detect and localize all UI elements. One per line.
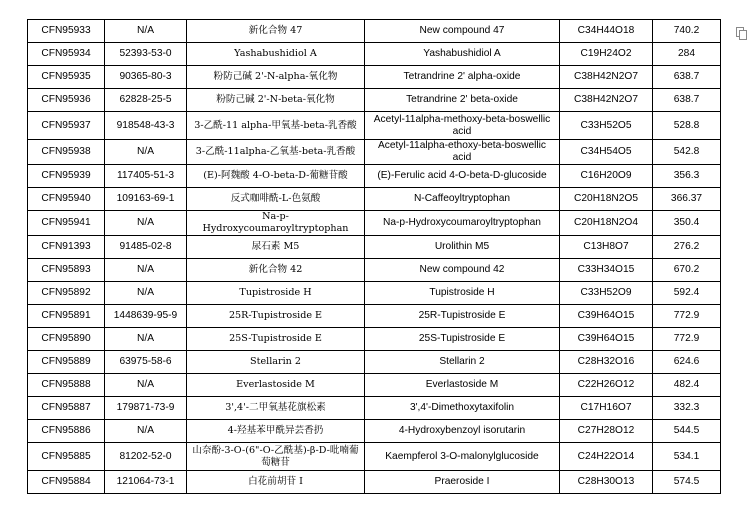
- chinese-name-cell: 25R-Tupistroside E: [187, 305, 365, 328]
- cas-number-cell: N/A: [105, 140, 187, 165]
- chinese-name-cell: 3-乙酰-11 alpha-甲氧基-beta-乳香酸: [187, 112, 365, 140]
- cas-number-cell: 179871-73-9: [105, 397, 187, 420]
- molecular-weight-cell: 284: [653, 43, 721, 66]
- catalog-id-cell: CFN95934: [28, 43, 105, 66]
- cas-number-cell: 63975-58-6: [105, 351, 187, 374]
- molecular-weight-cell: 332.3: [653, 397, 721, 420]
- chinese-name-cell: 山奈酚-3-O-(6"-O-乙酰基)-β-D-吡喃葡萄糖苷: [187, 443, 365, 471]
- chinese-name-cell: 新化合物 42: [187, 259, 365, 282]
- molecular-formula-cell: C20H18N2O4: [560, 211, 653, 236]
- english-name-cell: Tetrandrine 2' alpha-oxide: [365, 66, 560, 89]
- catalog-id-cell: CFN95886: [28, 420, 105, 443]
- catalog-id-cell: CFN95936: [28, 89, 105, 112]
- molecular-weight-cell: 638.7: [653, 89, 721, 112]
- cas-number-cell: N/A: [105, 20, 187, 43]
- table-row: [28, 165, 721, 188]
- catalog-id-cell: CFN95890: [28, 328, 105, 351]
- table-row: [28, 112, 721, 140]
- catalog-id-cell: CFN91393: [28, 236, 105, 259]
- catalog-id-cell: CFN95892: [28, 282, 105, 305]
- english-name-cell: 25R-Tupistroside E: [365, 305, 560, 328]
- chinese-name-cell: Yashabushidiol A: [187, 43, 365, 66]
- table-row: [28, 305, 721, 328]
- cas-number-cell: 109163-69-1: [105, 188, 187, 211]
- table-row: [28, 420, 721, 443]
- molecular-weight-cell: 528.8: [653, 112, 721, 140]
- cas-number-cell: 91485-02-8: [105, 236, 187, 259]
- chinese-name-cell: 3-乙酰-11alpha-乙氧基-beta-乳香酸: [187, 140, 365, 165]
- chinese-name-cell: 反式咖啡酰-L-色氨酸: [187, 188, 365, 211]
- molecular-weight-cell: 276.2: [653, 236, 721, 259]
- copy-icon[interactable]: [736, 27, 747, 40]
- english-name-cell: 25S-Tupistroside E: [365, 328, 560, 351]
- molecular-weight-cell: 544.5: [653, 420, 721, 443]
- chinese-name-cell: Na-p-Hydroxycoumaroyltryptophan: [187, 211, 365, 236]
- english-name-cell: Tetrandrine 2' beta-oxide: [365, 89, 560, 112]
- english-name-cell: New compound 42: [365, 259, 560, 282]
- molecular-weight-cell: 772.9: [653, 328, 721, 351]
- cas-number-cell: 918548-43-3: [105, 112, 187, 140]
- english-name-cell: Acetyl-11alpha-methoxy-beta-boswellic acid: [365, 112, 560, 140]
- molecular-weight-cell: 482.4: [653, 374, 721, 397]
- english-name-cell: 4-Hydroxybenzoyl isorutarin: [365, 420, 560, 443]
- catalog-id-cell: CFN95938: [28, 140, 105, 165]
- molecular-formula-cell: C17H16O7: [560, 397, 653, 420]
- molecular-weight-cell: 592.4: [653, 282, 721, 305]
- english-name-cell: 3',4'-Dimethoxytaxifolin: [365, 397, 560, 420]
- catalog-id-cell: CFN95888: [28, 374, 105, 397]
- catalog-id-cell: CFN95933: [28, 20, 105, 43]
- table-row: [28, 351, 721, 374]
- chinese-name-cell: 粉防己碱 2'-N-beta-氧化物: [187, 89, 365, 112]
- table-row: [28, 89, 721, 112]
- molecular-formula-cell: C34H54O5: [560, 140, 653, 165]
- molecular-formula-cell: C19H24O2: [560, 43, 653, 66]
- catalog-id-cell: CFN95893: [28, 259, 105, 282]
- molecular-weight-cell: 624.6: [653, 351, 721, 374]
- table-row: [28, 397, 721, 420]
- catalog-id-cell: CFN95887: [28, 397, 105, 420]
- cas-number-cell: 1448639-95-9: [105, 305, 187, 328]
- molecular-weight-cell: 638.7: [653, 66, 721, 89]
- molecular-formula-cell: C33H34O15: [560, 259, 653, 282]
- table-row: [28, 443, 721, 471]
- table-row: [28, 259, 721, 282]
- molecular-weight-cell: 534.1: [653, 443, 721, 471]
- english-name-cell: Tupistroside H: [365, 282, 560, 305]
- chinese-name-cell: 粉防己碱 2'-N-alpha-氧化物: [187, 66, 365, 89]
- cas-number-cell: N/A: [105, 420, 187, 443]
- molecular-formula-cell: C24H22O14: [560, 443, 653, 471]
- molecular-formula-cell: C28H32O16: [560, 351, 653, 374]
- catalog-id-cell: CFN95937: [28, 112, 105, 140]
- molecular-formula-cell: C39H64O15: [560, 305, 653, 328]
- catalog-id-cell: CFN95891: [28, 305, 105, 328]
- catalog-id-cell: CFN95935: [28, 66, 105, 89]
- cas-number-cell: N/A: [105, 211, 187, 236]
- molecular-formula-cell: C27H28O12: [560, 420, 653, 443]
- english-name-cell: Everlastoside M: [365, 374, 560, 397]
- chinese-name-cell: (E)-阿魏酸 4-O-beta-D-葡糖苷酸: [187, 165, 365, 188]
- cas-number-cell: N/A: [105, 328, 187, 351]
- molecular-formula-cell: C39H64O15: [560, 328, 653, 351]
- molecular-formula-cell: C20H18N2O5: [560, 188, 653, 211]
- english-name-cell: Stellarin 2: [365, 351, 560, 374]
- molecular-weight-cell: 542.8: [653, 140, 721, 165]
- molecular-weight-cell: 772.9: [653, 305, 721, 328]
- table-row: [28, 328, 721, 351]
- cas-number-cell: 81202-52-0: [105, 443, 187, 471]
- cas-number-cell: 117405-51-3: [105, 165, 187, 188]
- chinese-name-cell: 3',4'-二甲氧基花旗松素: [187, 397, 365, 420]
- chinese-name-cell: 新化合物 47: [187, 20, 365, 43]
- molecular-formula-cell: C22H26O12: [560, 374, 653, 397]
- english-name-cell: Na-p-Hydroxycoumaroyltryptophan: [365, 211, 560, 236]
- english-name-cell: (E)-Ferulic acid 4-O-beta-D-glucoside: [365, 165, 560, 188]
- table-row: [28, 20, 721, 43]
- english-name-cell: Acetyl-11alpha-ethoxy-beta-boswellic acid: [365, 140, 560, 165]
- molecular-formula-cell: C13H8O7: [560, 236, 653, 259]
- catalog-id-cell: CFN95884: [28, 471, 105, 494]
- cas-number-cell: N/A: [105, 374, 187, 397]
- cas-number-cell: 121064-73-1: [105, 471, 187, 494]
- table-row: [28, 43, 721, 66]
- molecular-formula-cell: C38H42N2O7: [560, 89, 653, 112]
- table-row: [28, 236, 721, 259]
- molecular-weight-cell: 366.37: [653, 188, 721, 211]
- cas-number-cell: 90365-80-3: [105, 66, 187, 89]
- molecular-weight-cell: 670.2: [653, 259, 721, 282]
- english-name-cell: New compound 47: [365, 20, 560, 43]
- catalog-id-cell: CFN95939: [28, 165, 105, 188]
- catalog-id-cell: CFN95889: [28, 351, 105, 374]
- cas-number-cell: N/A: [105, 259, 187, 282]
- molecular-formula-cell: C33H52O5: [560, 112, 653, 140]
- catalog-id-cell: CFN95941: [28, 211, 105, 236]
- table-row: [28, 374, 721, 397]
- table-row: [28, 66, 721, 89]
- english-name-cell: Yashabushidiol A: [365, 43, 560, 66]
- table-row: [28, 188, 721, 211]
- molecular-formula-cell: C33H52O9: [560, 282, 653, 305]
- chinese-name-cell: Stellarin 2: [187, 351, 365, 374]
- cas-number-cell: N/A: [105, 282, 187, 305]
- molecular-weight-cell: 356.3: [653, 165, 721, 188]
- chinese-name-cell: Tupistroside H: [187, 282, 365, 305]
- chinese-name-cell: Everlastoside M: [187, 374, 365, 397]
- compound-table: [27, 19, 721, 494]
- chinese-name-cell: 25S-Tupistroside E: [187, 328, 365, 351]
- catalog-id-cell: CFN95940: [28, 188, 105, 211]
- chinese-name-cell: 尿石素 M5: [187, 236, 365, 259]
- molecular-formula-cell: C38H42N2O7: [560, 66, 653, 89]
- chinese-name-cell: 4-羟基苯甲酰异芸香扔: [187, 420, 365, 443]
- catalog-id-cell: CFN95885: [28, 443, 105, 471]
- molecular-formula-cell: C28H30O13: [560, 471, 653, 494]
- table-row: [28, 140, 721, 165]
- molecular-formula-cell: C34H44O18: [560, 20, 653, 43]
- english-name-cell: Kaempferol 3-O-malonylglucoside: [365, 443, 560, 471]
- table-row: [28, 211, 721, 236]
- cas-number-cell: 62828-25-5: [105, 89, 187, 112]
- molecular-weight-cell: 574.5: [653, 471, 721, 494]
- table-row: [28, 282, 721, 305]
- chinese-name-cell: 白花前胡苷 I: [187, 471, 365, 494]
- english-name-cell: Urolithin M5: [365, 236, 560, 259]
- cas-number-cell: 52393-53-0: [105, 43, 187, 66]
- molecular-weight-cell: 740.2: [653, 20, 721, 43]
- molecular-formula-cell: C16H20O9: [560, 165, 653, 188]
- english-name-cell: N-Caffeoyltryptophan: [365, 188, 560, 211]
- english-name-cell: Praeroside I: [365, 471, 560, 494]
- molecular-weight-cell: 350.4: [653, 211, 721, 236]
- table-row: [28, 471, 721, 494]
